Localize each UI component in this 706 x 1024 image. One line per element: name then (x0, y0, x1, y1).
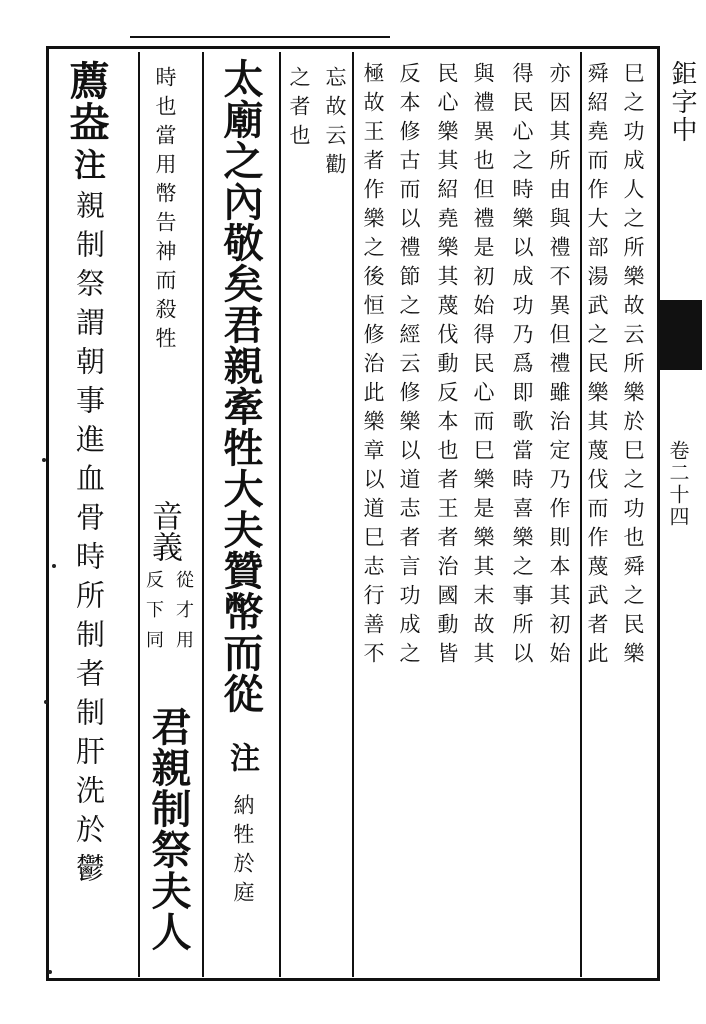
main-text-large: 太廟之內敬矣君親牽牲大夫贊幣而從 (217, 58, 264, 714)
text-column-4: 得民心之時樂以成功乃爲即歌當時喜樂之事所以 (510, 62, 534, 671)
section-head: 薦盎 (63, 60, 110, 142)
text-column-3: 亦因其所由與禮不異但禮雖治定乃作則本其初始 (547, 62, 571, 671)
header-black-tab (660, 300, 702, 370)
section-label: 音義 (146, 500, 182, 562)
note-text: 納牲於庭 (231, 794, 255, 910)
column-divider (202, 52, 204, 977)
scan-speck (48, 970, 52, 974)
text-column-8: 極故王者作樂之後恒修治此樂章以道巳志行善不 (361, 62, 385, 671)
column-divider (279, 52, 281, 977)
note-text-top: 時也當用幣告神而殺牲 (153, 66, 177, 356)
scan-speck (44, 700, 48, 704)
left-border (46, 46, 49, 981)
text-column-6: 民心樂其紹堯樂其蔑伐動反本也者王者治國動皆 (435, 62, 459, 671)
text-column-1: 巳之功成人之所樂故云所樂於巳之功也舜之民樂 (621, 62, 645, 671)
column-divider (580, 52, 582, 977)
top-border (46, 46, 660, 49)
column-divider (352, 52, 354, 977)
scan-speck (52, 564, 56, 568)
note-text-3: 親制祭謂朝事進血骨時所制者制肝洗於鬱 (72, 190, 106, 892)
annotation-lower: 之者也 (287, 66, 311, 153)
twin-note-left: 反下同 (143, 570, 164, 660)
right-border (657, 46, 660, 981)
column-divider (138, 52, 140, 977)
twin-note-right: 從才用 (173, 570, 194, 660)
text-column-7: 反本修古而以禮節之經云修樂以道志者言功成之 (397, 62, 421, 671)
annotation-upper: 忘故云勸 (323, 66, 347, 182)
scan-speck (42, 458, 46, 462)
text-column-5: 與禮異也但禮是初始得民心而巳樂是樂其末故其 (471, 62, 495, 671)
note-head: 注 (224, 742, 259, 772)
bottom-border (46, 978, 660, 981)
main-text-large-2: 君親制祭夫人 (145, 706, 192, 952)
header-fragment-top: 鉅字中 (667, 60, 697, 144)
note-head-3: 注 (69, 148, 107, 180)
header-fragment-bottom: 卷二十四 (666, 440, 690, 528)
text-column-2: 舜紹堯而作大部湯武之民樂其蔑伐而作蔑武者此 (585, 62, 609, 671)
top-stub (130, 36, 390, 38)
